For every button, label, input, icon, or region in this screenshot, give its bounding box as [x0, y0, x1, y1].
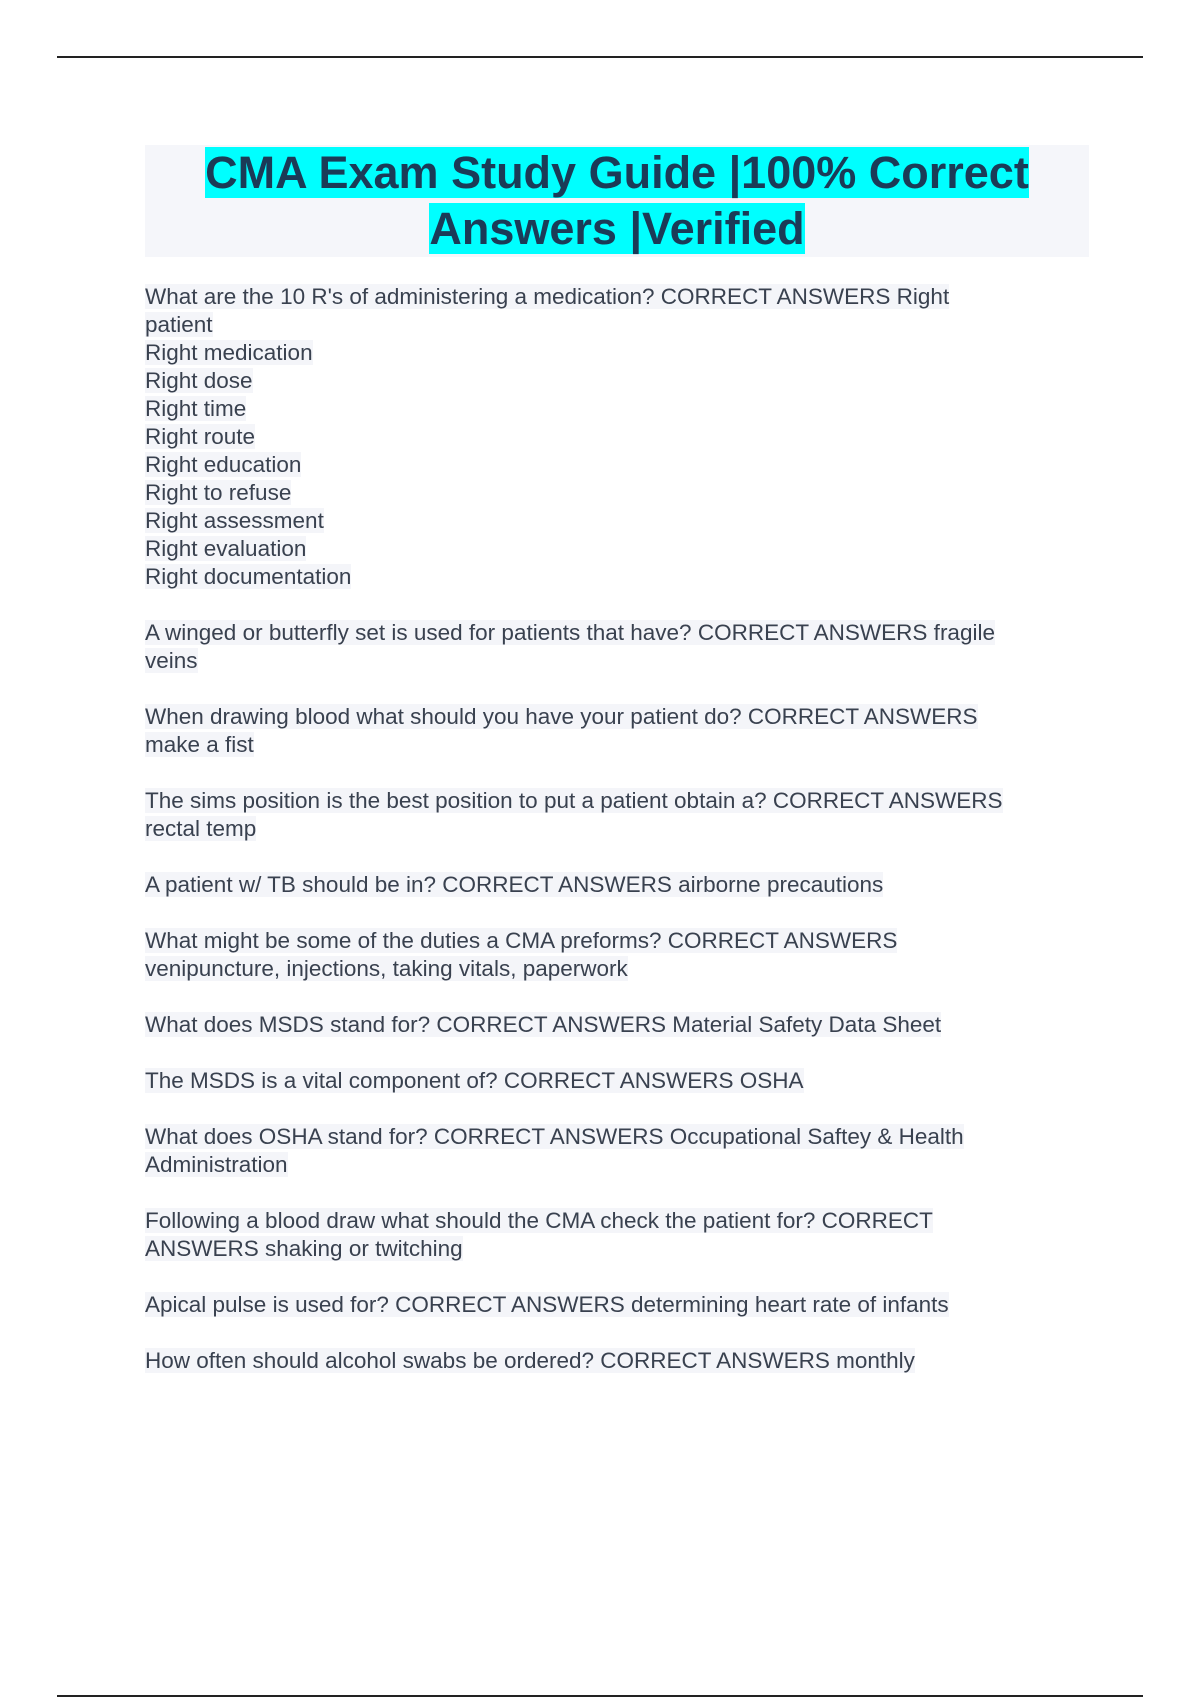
qa-line: Right time	[145, 396, 247, 421]
page-title	[145, 145, 1089, 257]
qa-line: Right assessment	[145, 508, 324, 533]
qa-line: rectal temp	[145, 816, 257, 841]
top-divider	[57, 56, 1143, 58]
qa-line: The MSDS is a vital component of? CORRECT ANSWERS OSHA	[145, 1068, 804, 1093]
qa-line: A patient w/ TB should be in? CORRECT ANSWERS airborne precautions	[145, 872, 884, 897]
qa-item	[145, 1123, 1085, 1179]
qa-line: What does MSDS stand for? CORRECT ANSWERS Material Safety Data Sheet	[145, 1012, 942, 1037]
title-line-1: CMA Exam Study Guide |100% Correct	[205, 147, 1029, 198]
qa-item	[145, 619, 1085, 675]
qa-line: veins	[145, 648, 198, 673]
qa-line: Right documentation	[145, 564, 352, 589]
qa-item	[145, 871, 1085, 899]
qa-line: venipuncture, injections, taking vitals, paperwork	[145, 956, 628, 981]
qa-line: ANSWERS shaking or twitching	[145, 1236, 463, 1261]
qa-item	[145, 1291, 1085, 1319]
qa-line: When drawing blood what should you have your patient do? CORRECT ANSWERS	[145, 704, 978, 729]
qa-line: Apical pulse is used for? CORRECT ANSWERS determining heart rate of infants	[145, 1292, 949, 1317]
qa-line: What are the 10 R's of administering a medication? CORRECT ANSWERS Right	[145, 284, 950, 309]
qa-item	[145, 1067, 1085, 1095]
qa-line: Right evaluation	[145, 536, 307, 561]
qa-line: Right route	[145, 424, 256, 449]
qa-item	[145, 927, 1085, 983]
qa-item	[145, 1207, 1085, 1263]
qa-item	[145, 1347, 1085, 1375]
qa-line: Following a blood draw what should the CMA check the patient for? CORRECT	[145, 1208, 933, 1233]
qa-line: The sims position is the best position to put a patient obtain a? CORRECT ANSWERS	[145, 788, 1003, 813]
qa-line: What might be some of the duties a CMA preforms? CORRECT ANSWERS	[145, 928, 898, 953]
qa-item	[145, 787, 1085, 843]
title-block	[145, 145, 1089, 257]
qa-line: Right education	[145, 452, 302, 477]
qa-line: Right to refuse	[145, 480, 292, 505]
qa-line: patient	[145, 312, 213, 337]
bottom-divider	[57, 1695, 1143, 1697]
qa-item	[145, 1011, 1085, 1039]
qa-item	[145, 703, 1085, 759]
qa-line: What does OSHA stand for? CORRECT ANSWERS Occupational Saftey & Health	[145, 1124, 964, 1149]
qa-item	[145, 283, 1085, 591]
qa-line: A winged or butterfly set is used for patients that have? CORRECT ANSWERS fragile	[145, 620, 995, 645]
qa-line: Right medication	[145, 340, 313, 365]
qa-line: Right dose	[145, 368, 253, 393]
qa-line: Administration	[145, 1152, 288, 1177]
qa-line: make a fist	[145, 732, 254, 757]
qa-line: How often should alcohol swabs be ordered? CORRECT ANSWERS monthly	[145, 1348, 915, 1373]
title-line-2: Answers |Verified	[429, 203, 805, 254]
study-guide-content	[145, 283, 1085, 1403]
